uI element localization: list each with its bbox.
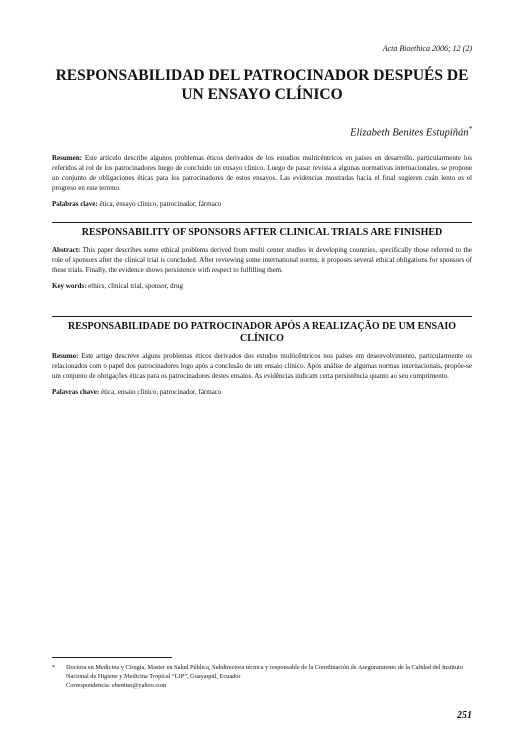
author-name: Elizabeth Benites Estupiñán	[350, 127, 469, 139]
article-title: RESPONSABILIDAD DEL PATROCINADOR DESPUÉS DE UN ENSAYO CLÍNICO	[55, 67, 469, 103]
spanish-abstract-label: Resumen:	[52, 154, 82, 162]
footnote-affiliation: Doctora en Medicina y Cirugía, Master en Salud Pública, Subdirectora técnica y responsable de la Coordinación de Aseguramiento de la Calidad del Instituto Nacional de Higiene y Medicina Tropical “LIP”, Guayaquil, Ecuador	[66, 664, 463, 680]
footnote-body	[52, 663, 472, 690]
spanish-abstract-section	[52, 153, 472, 209]
spanish-keywords-text: ética, ensayo clínico, patrocinador, fármaco	[99, 200, 222, 208]
spanish-keywords-label: Palabras clave:	[52, 200, 98, 208]
footnote-mark: *	[52, 664, 56, 671]
portuguese-abstract	[52, 351, 472, 381]
english-abstract	[52, 245, 472, 275]
footnote-divider	[52, 657, 172, 658]
section-divider	[52, 222, 472, 223]
english-keywords-label: Key words:	[52, 282, 87, 290]
portuguese-abstract-section	[52, 316, 472, 397]
english-keywords	[52, 281, 472, 291]
footnote-text	[66, 663, 472, 690]
section-divider	[52, 316, 472, 317]
english-keywords-text: ethics, clinical trial, sponsor, drug	[88, 282, 183, 290]
portuguese-keywords-label: Palavras chave:	[52, 388, 100, 396]
author-footnote-mark[interactable]: *	[468, 125, 472, 133]
spanish-abstract	[52, 153, 472, 193]
footnote-correspondence[interactable]: Correspondencia: ebenites@yahoo.com	[66, 682, 167, 689]
portuguese-title: RESPONSABILIDADE DO PATROCINADOR APÓS A REALIZAÇÃO DE UM ENSAIO CLÍNICO	[67, 321, 457, 344]
portuguese-abstract-label: Resumo:	[52, 352, 79, 360]
footnote	[52, 657, 472, 690]
page-number: 251	[457, 710, 472, 721]
author-line	[350, 125, 472, 139]
spanish-abstract-text: Este artículo describe algunos problemas éticos derivados de los estudios multicéntricos en países en desarrollo, particularmente los referidos al rol de los patrocinadores luego de concluido un ensayo clínico. Luego de pasar revista a algunas normativas internacionales, se propone un conjunto de obligaciones éticas para los patrocinadores de estos ensayos. Las evidencias mostradas hacia el final sugieren cuán lento es el progreso en este terreno.	[52, 154, 473, 192]
english-title: RESPONSABILITY OF SPONSORS AFTER CLINICAL TRIALS ARE FINISHED	[81, 227, 443, 238]
portuguese-abstract-text: Este artigo descreve alguns problemas éticos derivados dos estudos multicêntricos nos países em desenvolvimento, particularmente os relacionados com o papel dos patrocinadores logo após a conclusão de um ensaio clínico. Após análise de algumas normas internacionais, propõe-se um conjunto de obrigações éticas para os patrocinadores destes ensaios. As evidências indicam certa persistência quanto ao seu cumprimento.	[52, 352, 473, 380]
spanish-keywords	[52, 199, 472, 209]
english-abstract-text: This paper describes some ethical problems derived from multi center studies in developing countries, specifically those referred to the role of sponsors after the clinical trial is concluded. After reviewing some international norms, it proposes several ethical obligations for sponsors of these trials. Finally, the evidence shows persistence with respect to fulfilling them.	[52, 246, 473, 274]
english-abstract-section	[52, 222, 472, 291]
portuguese-keywords	[52, 387, 472, 397]
journal-reference: Acta Bioethica 2006; 12 (2)	[382, 44, 472, 53]
english-abstract-label: Abstract:	[52, 246, 81, 254]
portuguese-keywords-text: ética, ensaio clínico, patrocinador, fármaco	[101, 388, 222, 396]
